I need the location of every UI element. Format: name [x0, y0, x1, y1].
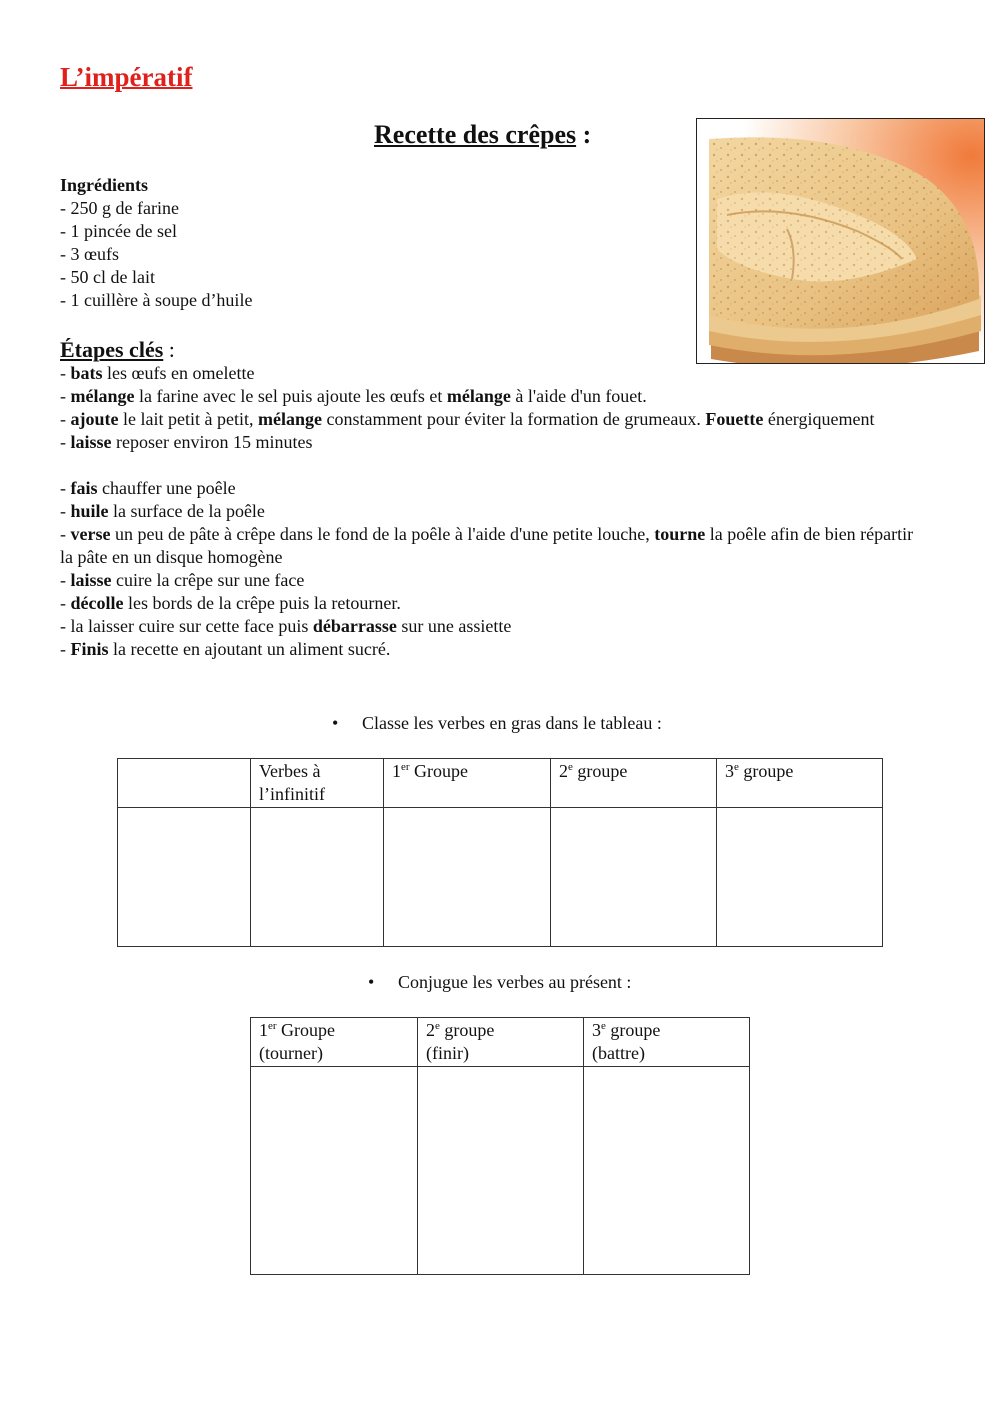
- bold-verb: mélange: [70, 386, 135, 406]
- recipe-title-text: Recette des crêpes: [374, 120, 577, 149]
- answer-cell[interactable]: [384, 808, 551, 947]
- header-label: Verbes à l’infinitif: [259, 761, 325, 804]
- answer-cell[interactable]: [717, 808, 883, 947]
- column-header: [384, 759, 551, 808]
- recipe-title: [374, 118, 591, 152]
- column-header: [551, 759, 717, 808]
- step-text: le lait petit à petit,: [118, 409, 258, 429]
- step-item: [60, 523, 930, 569]
- verb-example: (finir): [426, 1043, 469, 1063]
- step-text: les œufs en omelette: [102, 363, 255, 383]
- steps-heading-colon: :: [163, 337, 175, 362]
- step-item: [60, 385, 930, 408]
- ordinal-suffix: e: [734, 761, 739, 773]
- step-text: la poêle afin de bien répartir la pâte en un disque homogène: [60, 524, 914, 567]
- step-item: [60, 408, 930, 431]
- table-row: [118, 808, 883, 947]
- steps-heading-text: Étapes clés: [60, 337, 164, 362]
- ingredients-list: [60, 197, 660, 312]
- bullet-icon: •: [368, 972, 375, 992]
- step-item: [60, 638, 930, 661]
- header-label: groupe: [738, 761, 794, 781]
- bold-verb: Fouette: [705, 409, 764, 429]
- step-text: la farine avec le sel puis ajoute les œufs et: [134, 386, 447, 406]
- header-label: groupe: [605, 1020, 661, 1040]
- step-item: [60, 615, 930, 638]
- ordinal-suffix: er: [401, 761, 410, 773]
- exercise1-instruction: [332, 712, 662, 735]
- step-item: [60, 569, 930, 592]
- header-label: groupe: [572, 761, 628, 781]
- step-text: -: [60, 363, 71, 383]
- step-item: [60, 477, 930, 500]
- exercise1-text: Classe les verbes en gras dans le tableau :: [362, 713, 662, 733]
- step-text: la surface de la poêle: [108, 501, 265, 521]
- step-text: -: [60, 386, 71, 406]
- conjugation-table: [250, 1017, 750, 1275]
- recipe-title-colon: :: [576, 120, 592, 149]
- step-item: [60, 362, 930, 385]
- ingredient-item: - 250 g de farine: [60, 198, 179, 218]
- bold-verb: laisse: [70, 432, 112, 452]
- column-header: [251, 759, 384, 808]
- column-header: [584, 1018, 750, 1067]
- group-number: 3: [725, 761, 734, 781]
- answer-cell[interactable]: [418, 1067, 584, 1275]
- header-label: groupe: [439, 1020, 495, 1040]
- column-header: [717, 759, 883, 808]
- bold-verb: décolle: [70, 593, 124, 613]
- step-item: [60, 500, 930, 523]
- spacer: [60, 454, 930, 477]
- ordinal-suffix: er: [268, 1020, 277, 1032]
- step-text: -: [60, 409, 71, 429]
- step-text: -: [60, 639, 71, 659]
- step-text: sur une assiette: [396, 616, 512, 636]
- answer-cell[interactable]: [251, 1067, 418, 1275]
- header-label: Groupe: [409, 761, 469, 781]
- step-text: -: [60, 524, 71, 544]
- steps-heading: [60, 336, 175, 364]
- table-header-row: [118, 759, 883, 808]
- group-number: 2: [559, 761, 568, 781]
- verb-example: (battre): [592, 1043, 645, 1063]
- step-text: -: [60, 593, 71, 613]
- bold-verb: fais: [70, 478, 98, 498]
- bold-verb: débarrasse: [312, 616, 397, 636]
- step-text: reposer environ 15 minutes: [111, 432, 313, 452]
- group-number: 3: [592, 1020, 601, 1040]
- column-header: [251, 1018, 418, 1067]
- crepes-illustration: [697, 119, 985, 364]
- answer-cell[interactable]: [551, 808, 717, 947]
- ingredients-heading: Ingrédients: [60, 175, 149, 195]
- steps-list: [60, 362, 930, 661]
- step-text: constamment pour éviter la formation de grumeaux.: [321, 409, 706, 429]
- ordinal-suffix: e: [601, 1020, 606, 1032]
- bold-verb: huile: [70, 501, 109, 521]
- step-item: [60, 592, 930, 615]
- bold-verb: laisse: [70, 570, 112, 590]
- ingredient-item: - 1 pincée de sel: [60, 221, 177, 241]
- ingredient-item: - 50 cl de lait: [60, 267, 155, 287]
- group-number: 1: [259, 1020, 268, 1040]
- group-number: 2: [426, 1020, 435, 1040]
- bold-verb: ajoute: [70, 409, 119, 429]
- header-label: Groupe: [276, 1020, 336, 1040]
- column-header: [418, 1018, 584, 1067]
- bold-verb: mélange: [446, 386, 511, 406]
- step-text: énergiquement: [763, 409, 875, 429]
- step-text: - la laisser cuire sur cette face puis: [60, 616, 313, 636]
- bullet-icon: •: [332, 713, 339, 733]
- answer-cell[interactable]: [584, 1067, 750, 1275]
- group-number: 1: [392, 761, 401, 781]
- step-text: un peu de pâte à crêpe dans le fond de la poêle à l'aide d'une petite louche,: [110, 524, 655, 544]
- step-text: -: [60, 501, 71, 521]
- ordinal-suffix: e: [435, 1020, 440, 1032]
- step-text: -: [60, 478, 71, 498]
- column-header: [118, 759, 251, 808]
- step-text: -: [60, 432, 71, 452]
- ordinal-suffix: e: [568, 761, 573, 773]
- bold-verb: Finis: [70, 639, 109, 659]
- verb-example: (tourner): [259, 1043, 323, 1063]
- bold-verb: verse: [70, 524, 111, 544]
- exercise2-instruction: [368, 971, 631, 994]
- verb-classification-table: [117, 758, 883, 947]
- step-text: -: [60, 570, 71, 590]
- table-row: [251, 1067, 750, 1275]
- step-item: [60, 431, 930, 454]
- answer-cell[interactable]: [251, 808, 384, 947]
- step-text: les bords de la crêpe puis la retourner.: [123, 593, 401, 613]
- bold-verb: mélange: [257, 409, 322, 429]
- page-title: L’impératif: [60, 62, 193, 92]
- bold-verb: bats: [70, 363, 103, 383]
- answer-cell[interactable]: [118, 808, 251, 947]
- ingredient-item: - 1 cuillère à soupe d’huile: [60, 290, 253, 310]
- table-header-row: [251, 1018, 750, 1067]
- step-text: chauffer une poêle: [97, 478, 236, 498]
- ingredients-section: [60, 174, 660, 312]
- exercise2-text: Conjugue les verbes au présent :: [398, 972, 632, 992]
- step-text: cuire la crêpe sur une face: [111, 570, 305, 590]
- bold-verb: tourne: [654, 524, 706, 544]
- crepes-photo: [696, 118, 985, 364]
- step-text: la recette en ajoutant un aliment sucré.: [108, 639, 391, 659]
- ingredient-item: - 3 œufs: [60, 244, 119, 264]
- step-text: à l'aide d'un fouet.: [510, 386, 647, 406]
